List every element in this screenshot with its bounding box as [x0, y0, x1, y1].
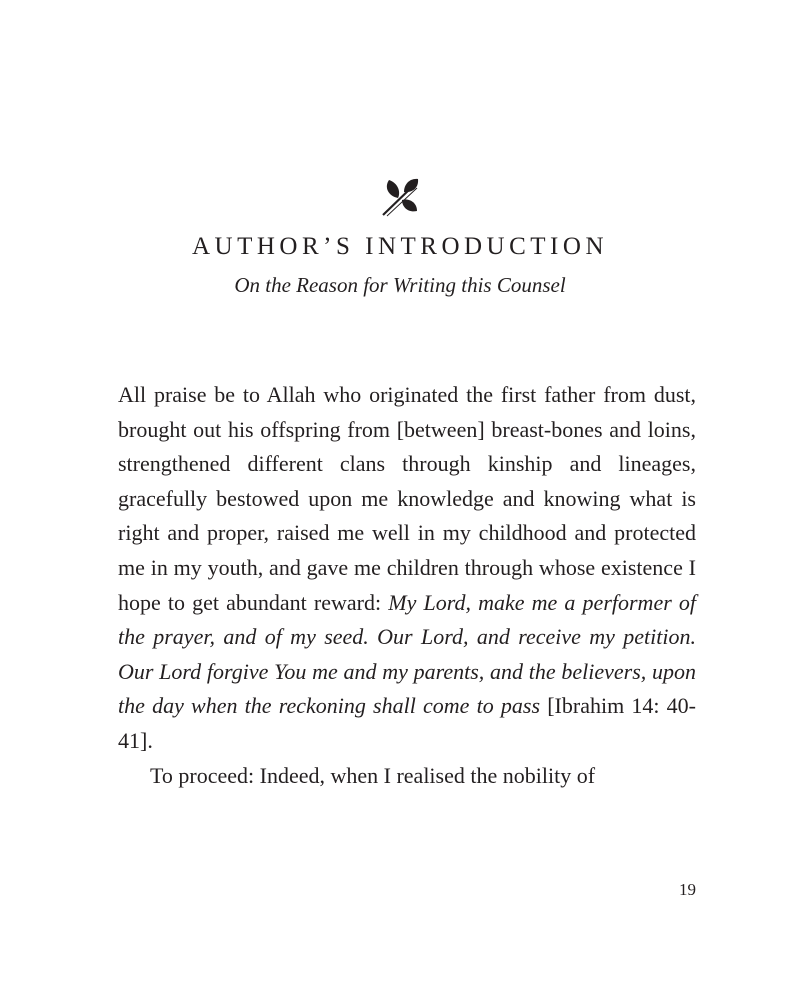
chapter-subtitle: On the Reason for Writing this Counsel	[234, 273, 566, 297]
page-number: 19	[679, 880, 696, 899]
body-roman-text: All praise be to Allah who originated the first father from dust, brought out his offspring from [between] breast-bones and loins, strengthened different clans through kinship and lineages, gracefully bestowed upon me knowledge and knowing what is right and proper, raised me well in my childhood and protected me in my youth, and gave me children through whose existence I hope to get abundant reward:	[118, 382, 696, 615]
body-roman-text: To proceed: Indeed, when I realised the nobility of	[150, 762, 596, 788]
ornament-container	[0, 176, 800, 225]
body-roman-text: [Ibrahim 14: 40-41].	[118, 693, 697, 753]
leaf-ornament-icon	[378, 207, 422, 224]
body-text	[118, 378, 696, 793]
quotation-italic-text: My Lord, make me a performer of the prayer, and of my seed. Our Lord, and receive my petition. Our Lord forgive You me and my parents, and the believers, upon the day when the reckoning shall come to pass	[118, 589, 697, 719]
paragraph	[118, 759, 696, 794]
paragraph	[118, 378, 696, 759]
chapter-heading: AUTHOR’S INTRODUCTION	[191, 233, 608, 260]
